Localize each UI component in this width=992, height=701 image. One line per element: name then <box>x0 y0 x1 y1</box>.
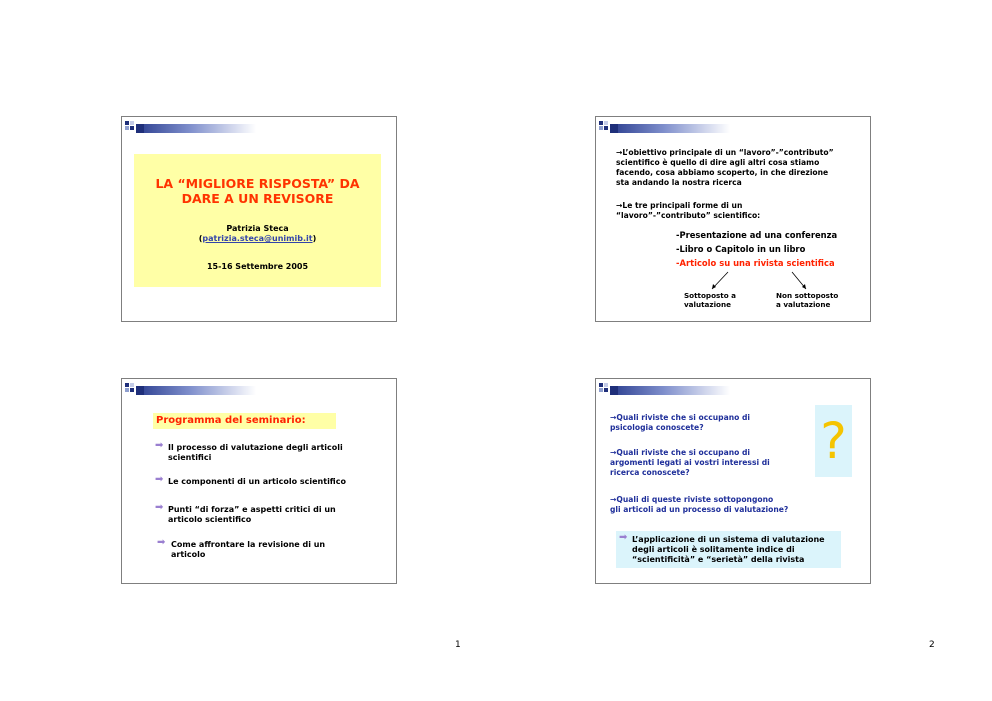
question-mark-box <box>815 405 852 477</box>
author-email-link[interactable]: patrizia.steca@unimib.it <box>202 234 313 243</box>
slide-header-decoration <box>125 121 395 135</box>
subjected-to-review-label: Sottoposto a valutazione <box>684 291 737 309</box>
program-item: Le componenti di un articolo scientifico <box>168 477 346 486</box>
arrow-icon: → <box>616 201 623 210</box>
program-item: Come affrontare la revisione di un articolo <box>171 540 326 559</box>
arrow-icon: → <box>610 495 617 504</box>
page-number-right: 2 <box>929 640 935 650</box>
slide-header-decoration <box>599 383 869 397</box>
forms-paragraph: →Le tre principali forme di un “lavoro”-”contributo” scientifico: <box>616 201 761 220</box>
slide-4 <box>595 378 871 584</box>
presentation-title: LA “MIGLIORE RISPOSTA” DA DARE A UN REVISORE <box>155 176 360 206</box>
author-name: Patrizia Steca <box>226 224 289 233</box>
pointer-icon: ➡ <box>155 502 164 513</box>
question-3: →Quali di queste riviste sottopongono gli articoli ad un processo di valutazione? <box>610 495 789 514</box>
title-box <box>134 154 381 287</box>
pointer-icon: ➡ <box>155 474 164 485</box>
presentation-date: 15-16 Settembre 2005 <box>206 262 309 271</box>
slide-header-decoration <box>125 383 395 397</box>
question-mark-icon: ? <box>820 412 847 470</box>
arrow-icon: → <box>616 148 623 157</box>
list-item: -Presentazione ad una conferenza <box>676 230 838 240</box>
arrow-icon: → <box>610 413 617 422</box>
arrow-icon: → <box>610 448 617 457</box>
question-1: →Quali riviste che si occupano di psicologia conoscete? <box>610 413 751 432</box>
program-heading: Programma del seminario: <box>153 413 336 429</box>
page-number-left: 1 <box>455 640 461 650</box>
slide-1 <box>121 116 397 322</box>
slide-2 <box>595 116 871 322</box>
question-2: →Quali riviste che si occupano di argomenti legati ai vostri interessi di ricerca conoscete? <box>610 448 770 477</box>
program-item: Punti “di forza” e aspetti critici di un articolo scientifico <box>168 505 336 524</box>
application-box <box>616 531 841 568</box>
list-item: -Articolo su una rivista scientifica <box>676 258 835 268</box>
pointer-icon: ➡ <box>619 532 628 543</box>
application-text: L’applicazione di un sistema di valutazione degli articoli è solitamente indice di “scientificità” e “serietà” della rivista <box>632 535 825 564</box>
author-block: Patrizia Steca (patrizia.steca@unimib.it) <box>134 224 381 244</box>
pointer-icon: ➡ <box>157 537 166 548</box>
not-subjected-to-review-label: Non sottoposto a valutazione <box>776 291 839 309</box>
slide-3 <box>121 378 397 584</box>
program-item: Il processo di valutazione degli articoli scientifici <box>168 443 343 462</box>
list-item: -Libro o Capitolo in un libro <box>676 244 806 254</box>
objective-paragraph: →L’obiettivo principale di un “lavoro”-”contributo” scientifico è quello di dire agli altri cosa stiamo facendo, cosa abbiamo scoperto, in che direzione sta andando la nostra ricerca <box>616 148 834 187</box>
pointer-icon: ➡ <box>155 440 164 451</box>
